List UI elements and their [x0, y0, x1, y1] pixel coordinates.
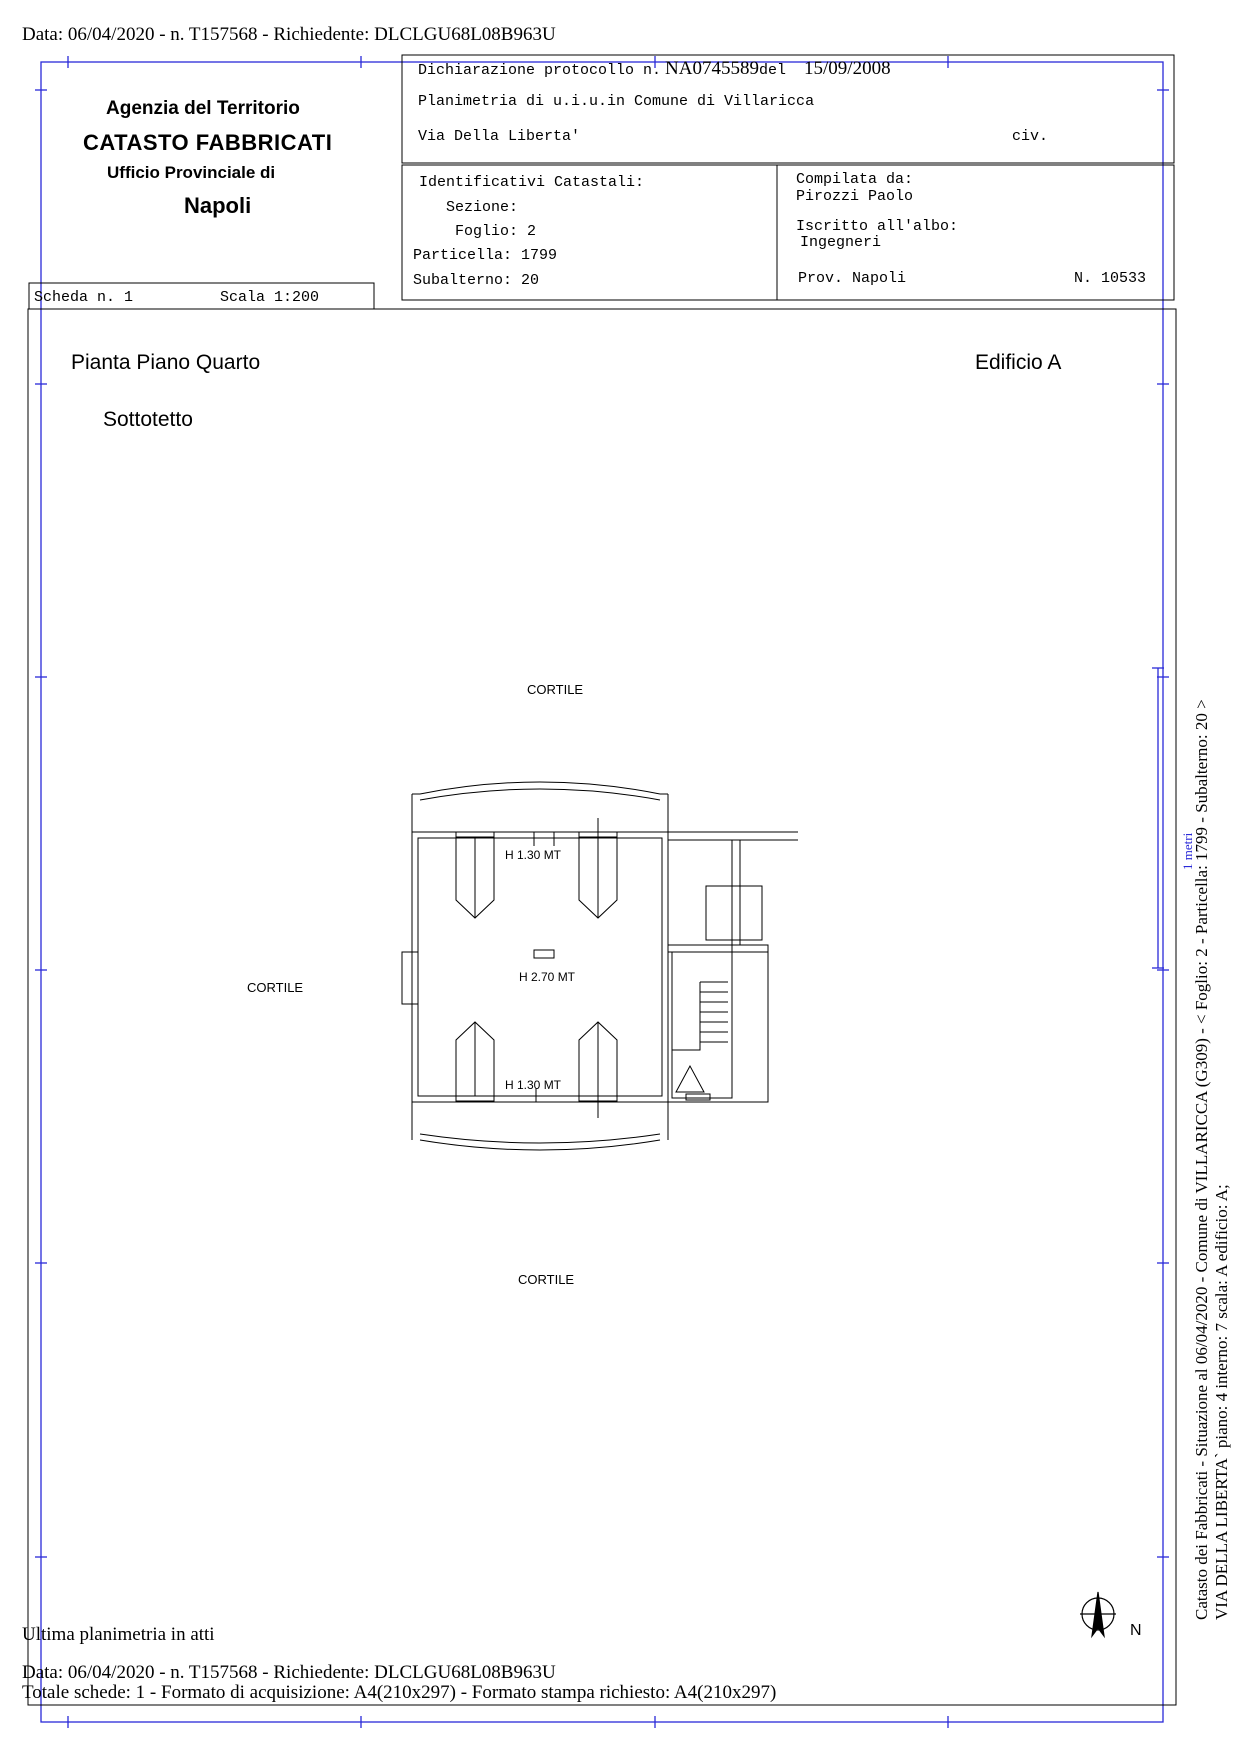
particella-value: Particella: 1799 [413, 247, 558, 264]
catasto-title: CATASTO FABBRICATI [83, 130, 333, 155]
scheda-label: Scheda n. 1 [34, 289, 134, 306]
floor-plan [402, 782, 798, 1150]
cortile-bottom: CORTILE [518, 1272, 575, 1287]
planimetria-line: Planimetria di u.i.u.in Comune di Villaricca [418, 93, 815, 110]
declaration-del: del [759, 62, 787, 79]
north-label: N [1130, 1622, 1142, 1639]
footer-data-line: Data: 06/04/2020 - n. T157568 - Richiedente: DLCLGU68L08B963U [22, 1662, 556, 1683]
protocol-number: NA0745589 [665, 58, 759, 79]
prov-label: Prov. Napoli [798, 270, 907, 287]
compilata-label: Compilata da: [796, 171, 914, 188]
north-arrow-icon [1080, 1592, 1116, 1636]
floor-subtitle: Sottotetto [103, 408, 193, 431]
declaration-line [418, 58, 891, 80]
header-top-line: Data: 06/04/2020 - n. T157568 - Richiedente: DLCLGU68L08B963U [22, 24, 556, 45]
height-label-mid: H 2.70 MT [519, 970, 576, 984]
civ-label: civ. [1012, 128, 1049, 145]
albo-value: Ingegneri [800, 234, 882, 251]
height-label-bottom: H 1.30 MT [505, 1078, 562, 1092]
office-city: Napoli [184, 193, 252, 218]
ruler-label: 1 metri [1180, 832, 1195, 870]
cortile-left: CORTILE [247, 980, 304, 995]
floor-title: Pianta Piano Quarto [71, 351, 261, 374]
cortile-top: CORTILE [527, 682, 584, 697]
declaration-date: 15/09/2008 [804, 58, 891, 79]
ultima-planimetria: Ultima planimetria in atti [22, 1624, 215, 1645]
compiler-name: Pirozzi Paolo [796, 188, 914, 205]
height-label-top: H 1.30 MT [505, 848, 562, 862]
declaration-prefix: Dichiarazione protocollo n. [418, 62, 662, 79]
header-boxes [28, 55, 1176, 1705]
scala-label: Scala 1:200 [220, 289, 320, 306]
sezione-label: Sezione: [446, 199, 519, 216]
agency-name: Agenzia del Territorio [106, 98, 300, 119]
identifiers-title: Identificativi Catastali: [419, 174, 645, 191]
side-catasto-line: Catasto dei Fabbricati - Situazione al 06/04/2020 - Comune di VILLARICCA (G309) - < Foglio: 2 - Particella: 1799 - Subalterno: 20 > [1192, 699, 1211, 1620]
iscritto-label: Iscritto all'albo: [796, 218, 959, 235]
subalterno-value: Subalterno: 20 [413, 272, 540, 289]
foglio-value: Foglio: 2 [455, 223, 537, 240]
side-address-line: VIA DELLA LIBERTA` piano: 4 interno: 7 scala: A edificio: A; [1212, 1184, 1231, 1620]
building-label: Edificio A [975, 351, 1062, 374]
address-line: Via Della Liberta' [418, 128, 581, 145]
footer-totale-line: Totale schede: 1 - Formato di acquisizione: A4(210x297) - Formato stampa richiesto: A4(210x297) [22, 1682, 777, 1703]
blue-frame [35, 56, 1169, 1728]
registration-number: N. 10533 [1074, 270, 1147, 287]
ufficio-label: Ufficio Provinciale di [107, 163, 276, 182]
